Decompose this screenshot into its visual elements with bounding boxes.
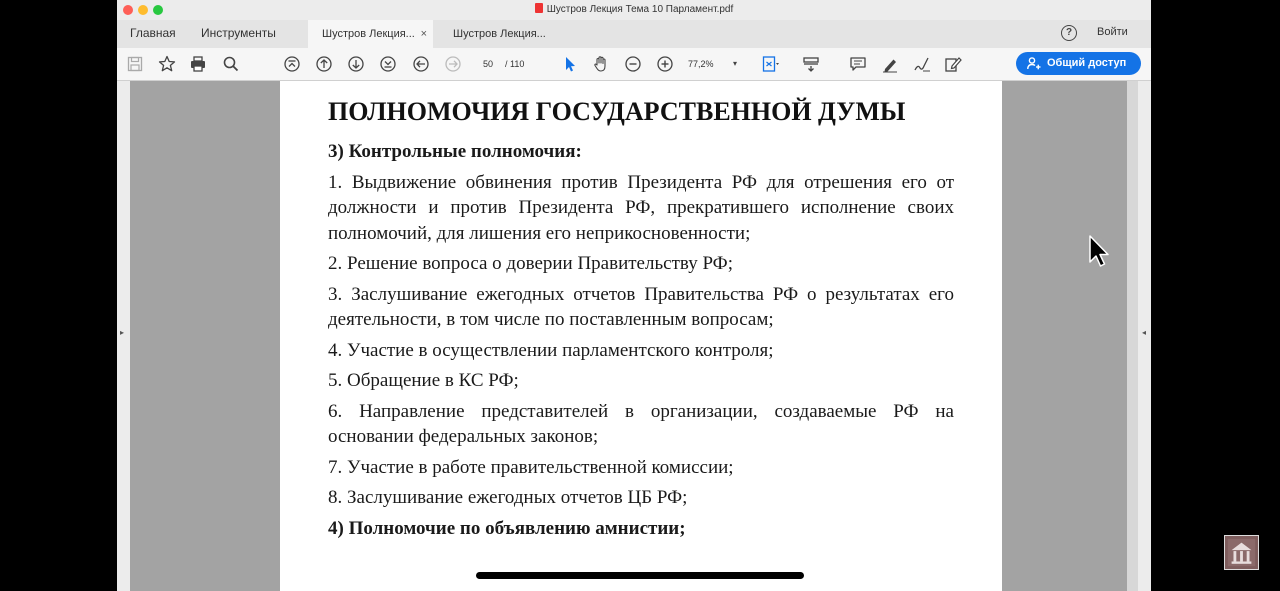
menu-tools[interactable]: Инструменты	[201, 26, 276, 40]
document-tab-label: Шустров Лекция...	[322, 28, 415, 40]
hand-tool-icon[interactable]	[591, 54, 611, 74]
share-button[interactable]	[1016, 52, 1141, 75]
zoom-out-icon[interactable]	[623, 54, 643, 74]
toolbar	[117, 48, 1151, 81]
list-item: 7. Участие в работе правительственной комиссии;	[328, 456, 734, 478]
star-icon[interactable]	[157, 54, 177, 74]
zoom-level-select[interactable]: 77,2%	[688, 59, 714, 69]
list-item: 2. Решение вопроса о доверии Правительству РФ;	[328, 253, 733, 274]
highlight-icon[interactable]	[880, 54, 900, 74]
page-number-input[interactable]: 50	[482, 59, 493, 69]
expand-left-panel-icon[interactable]: ▸	[120, 328, 125, 337]
menu-home[interactable]: Главная	[130, 26, 176, 40]
share-button-label: Общий доступ	[1047, 57, 1127, 69]
page-canvas	[130, 81, 1127, 591]
pdf-page	[280, 81, 1002, 591]
expand-right-panel-icon[interactable]: ◂	[1142, 328, 1147, 337]
window-title	[117, 3, 1151, 15]
pdf-file-icon	[535, 3, 543, 13]
previous-page-icon[interactable]	[314, 54, 334, 74]
list-item: 3. Заслушивание ежегодных отчетов Правительства РФ о результатах его деятельности, в том числе по поставленным вопросам;	[328, 283, 954, 330]
zoom-in-icon[interactable]	[655, 54, 675, 74]
document-tab-label: Шустров Лекция...	[453, 28, 546, 40]
list-item: 1. Выдвижение обвинения против Президента РФ для отрешения его от должности и против Президента РФ, прекратившего исполнение своих полномочий, для лишения его неприкосновенности;	[328, 171, 954, 244]
list-item: 6. Направление представителей в организации, создаваемые РФ на основании федеральных законов;	[328, 400, 954, 447]
save-icon[interactable]	[125, 54, 145, 74]
mouse-cursor-icon	[1088, 234, 1110, 270]
chevron-down-icon[interactable]: ▾	[733, 59, 738, 68]
document-tab[interactable]	[439, 20, 559, 48]
list-item: 4. Участие в осуществлении парламентского контроля;	[328, 339, 774, 361]
home-indicator	[476, 572, 804, 579]
back-view-icon[interactable]	[411, 54, 431, 74]
tab-bar	[117, 20, 1151, 49]
section-heading: 3) Контрольные полномочия:	[328, 141, 582, 162]
select-tool-icon[interactable]	[560, 54, 580, 74]
list-item: 5. Обращение в КС РФ;	[328, 370, 519, 391]
help-icon[interactable]: ?	[1061, 25, 1077, 41]
building-emblem-icon	[1225, 536, 1258, 569]
last-page-icon[interactable]	[378, 54, 398, 74]
page-total: / 110	[505, 59, 525, 69]
pdf-viewer-window	[117, 0, 1151, 591]
page-fit-icon[interactable]	[760, 54, 780, 74]
right-panel-rail[interactable]	[1138, 81, 1151, 591]
document-tab-active[interactable]	[308, 20, 433, 48]
title-bar	[117, 0, 1151, 20]
search-icon[interactable]	[221, 54, 241, 74]
sign-icon[interactable]	[912, 54, 932, 74]
section-heading: 4) Полномочие по объявлению амнистии;	[328, 517, 686, 539]
comment-icon[interactable]	[848, 54, 868, 74]
first-page-icon[interactable]	[282, 54, 302, 74]
page-heading: ПОЛНОМОЧИЯ ГОСУДАРСТВЕННОЙ ДУМЫ	[328, 97, 906, 126]
left-panel-rail[interactable]	[117, 81, 130, 591]
document-viewer[interactable]	[117, 81, 1151, 591]
forward-view-icon[interactable]	[443, 54, 463, 74]
next-page-icon[interactable]	[346, 54, 366, 74]
edit-pdf-icon[interactable]	[943, 54, 963, 74]
window-title-text: Шустров Лекция Тема 10 Парламент.pdf	[546, 4, 734, 15]
page-body	[328, 139, 954, 546]
scroll-mode-icon[interactable]	[801, 54, 821, 74]
tab-close-icon[interactable]: ×	[420, 28, 427, 40]
share-user-icon	[1027, 57, 1041, 70]
print-icon[interactable]	[188, 54, 208, 74]
channel-logo	[1224, 535, 1259, 570]
sign-in-button[interactable]: Войти	[1097, 26, 1128, 38]
list-item: 8. Заслушивание ежегодных отчетов ЦБ РФ;	[328, 487, 688, 508]
